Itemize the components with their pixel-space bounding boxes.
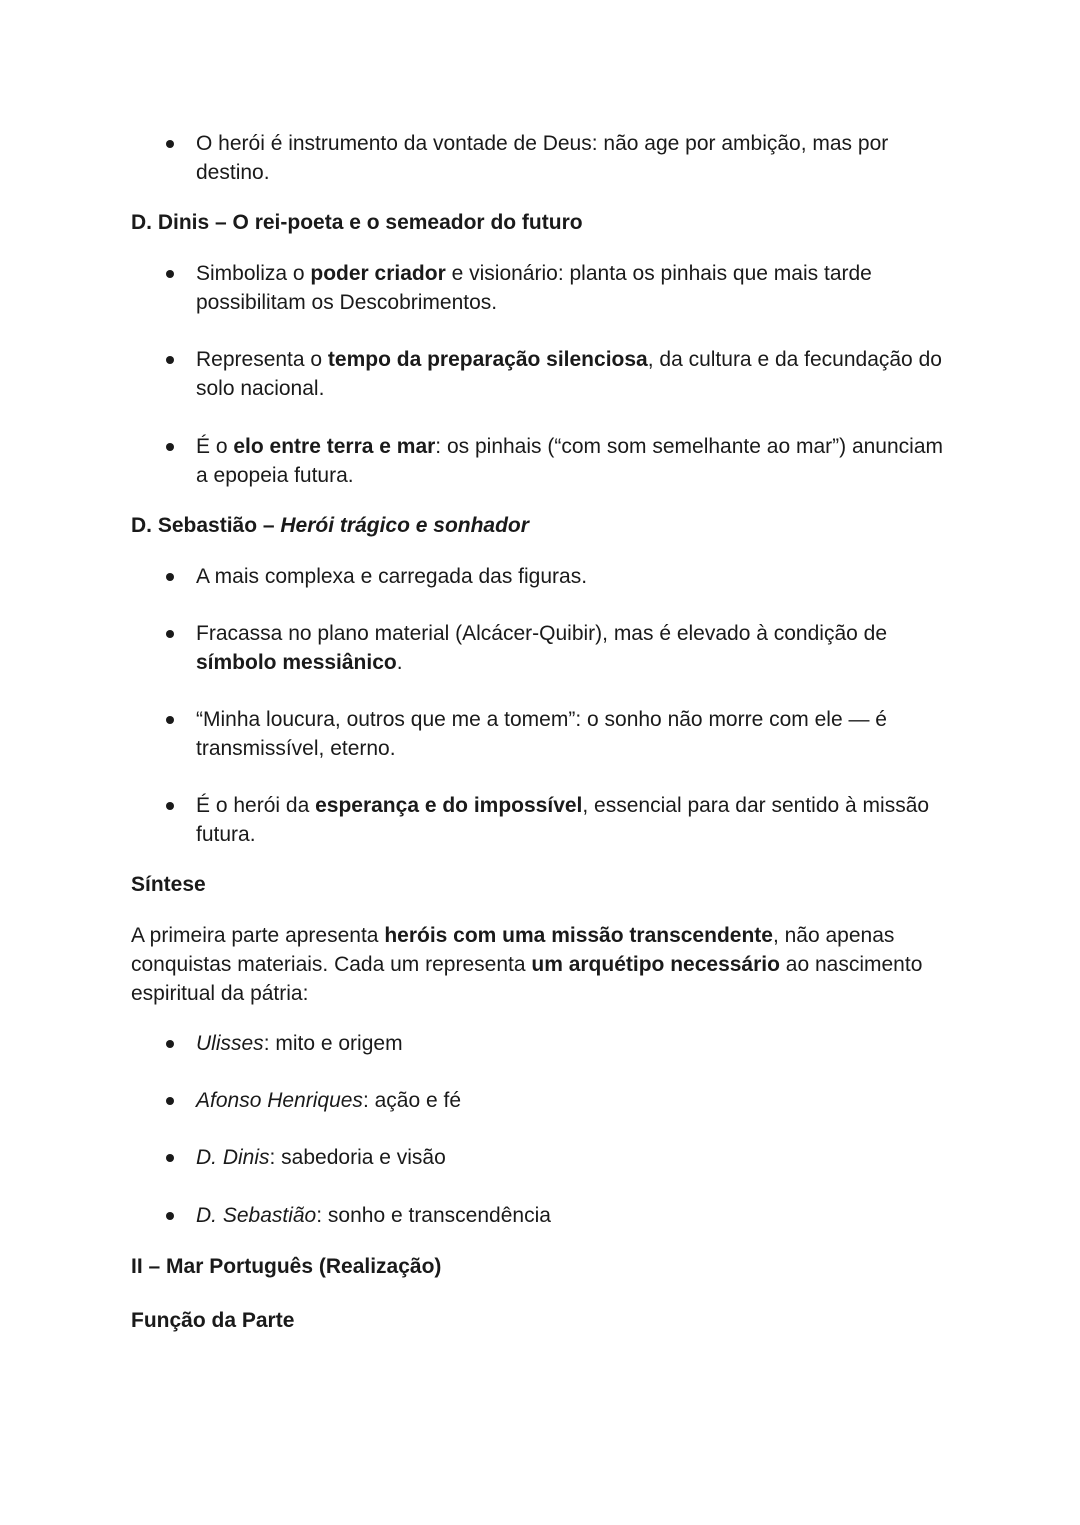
bullet-dot-icon [166, 573, 174, 581]
text-run: : sonho e transcendência [316, 1204, 551, 1227]
heading-text: Síntese [131, 873, 206, 896]
text-run: A mais complexa e carregada das figuras. [196, 565, 588, 588]
bold-run: símbolo messiânico [196, 651, 397, 674]
heading-d-dinis [131, 208, 961, 237]
bullet-dot-icon [166, 1097, 174, 1105]
bullet-dot-icon [166, 1212, 174, 1220]
text-run: A primeira parte apresenta [131, 924, 385, 947]
bold-run: tempo da preparação silenciosa [327, 348, 648, 371]
heading-text: D. Dinis – O rei-poeta e o semeador do futuro [131, 211, 583, 234]
text-run: : mito e origem [263, 1032, 403, 1055]
bullet-sintese-dinis [196, 1143, 956, 1172]
italic-run: Ulisses [196, 1032, 264, 1055]
heading-mar-portugues [131, 1252, 961, 1281]
text-run: Representa o [196, 348, 328, 371]
bullet-sebastiao-esperanca [196, 791, 956, 849]
bullet-dot-icon [166, 716, 174, 724]
bullet-sebastiao-fracassa [196, 619, 956, 677]
italic-run: D. Sebastião [196, 1204, 317, 1227]
bullet-sebastiao-loucura [196, 705, 956, 763]
heading-text: II – Mar Português (Realização) [131, 1255, 442, 1278]
bullet-dinis-preparacao [196, 345, 956, 403]
paragraph-sintese [131, 921, 951, 1008]
text-run: “Minha loucura, outros que me a tomem”: o sonho não morre com ele — é transmissível, eterno. [196, 708, 887, 760]
bullet-sebastiao-complexa [196, 562, 956, 591]
bold-run: um arquétipo necessário [531, 953, 780, 976]
text-run: : os pinhais (“com som semelhante ao mar”) anunciam a epopeia futura. [196, 435, 943, 487]
heading-italic-text: Herói trágico e sonhador [280, 514, 529, 537]
bullet-dot-icon [166, 140, 174, 148]
bold-run: heróis com uma missão transcendente [384, 924, 773, 947]
text-run: e visionário: planta os pinhais que mais tarde possibilitam os Descobrimentos. [196, 262, 872, 314]
text-run: Fracassa no plano material (Alcácer-Quibir), mas é elevado à condição de [196, 622, 888, 645]
italic-run: D. Dinis [196, 1146, 270, 1169]
bullet-dinis-elo [196, 432, 956, 490]
text-run: : sabedoria e visão [269, 1146, 446, 1169]
bullet-dot-icon [166, 1154, 174, 1162]
text-run: É o [196, 435, 234, 458]
bullet-dot-icon [166, 443, 174, 451]
bullet-dinis-poder-criador [196, 259, 956, 317]
text-run: , da cultura e da fecundação do solo nacional. [196, 348, 942, 400]
bold-run: esperança e do impossível [315, 794, 583, 817]
text-run: É o herói da [196, 794, 316, 817]
text-run: ao nascimento espiritual da pátria: [131, 953, 923, 1005]
text-run: . [396, 651, 403, 674]
bullet-dot-icon [166, 802, 174, 810]
text-run: : ação e fé [362, 1089, 462, 1112]
bold-run: poder criador [310, 262, 446, 285]
bullet-text: O herói é instrumento da vontade de Deus: não age por ambição, mas por destino. [196, 132, 889, 184]
heading-sintese [131, 870, 961, 899]
bullet-dot-icon [166, 1040, 174, 1048]
bullet-dot-icon [166, 270, 174, 278]
heading-d-sebastiao [131, 511, 961, 540]
text-run: , não apenas conquistas materiais. Cada um representa [131, 924, 895, 976]
italic-run: Afonso Henriques [196, 1089, 363, 1112]
heading-text: D. Sebastião – [131, 514, 281, 537]
bullet-sintese-afonso [196, 1086, 956, 1115]
text-run: Simboliza o [196, 262, 311, 285]
bullet-dot-icon [166, 630, 174, 638]
heading-funcao-da-parte [131, 1306, 961, 1335]
bold-run: elo entre terra e mar [233, 435, 436, 458]
heading-text: Função da Parte [131, 1309, 295, 1332]
bullet-heroi-instrumento [196, 129, 956, 187]
bullet-dot-icon [166, 356, 174, 364]
text-run: , essencial para dar sentido à missão futura. [196, 794, 930, 846]
bullet-sintese-sebastiao [196, 1201, 956, 1230]
bullet-sintese-ulisses [196, 1029, 956, 1058]
